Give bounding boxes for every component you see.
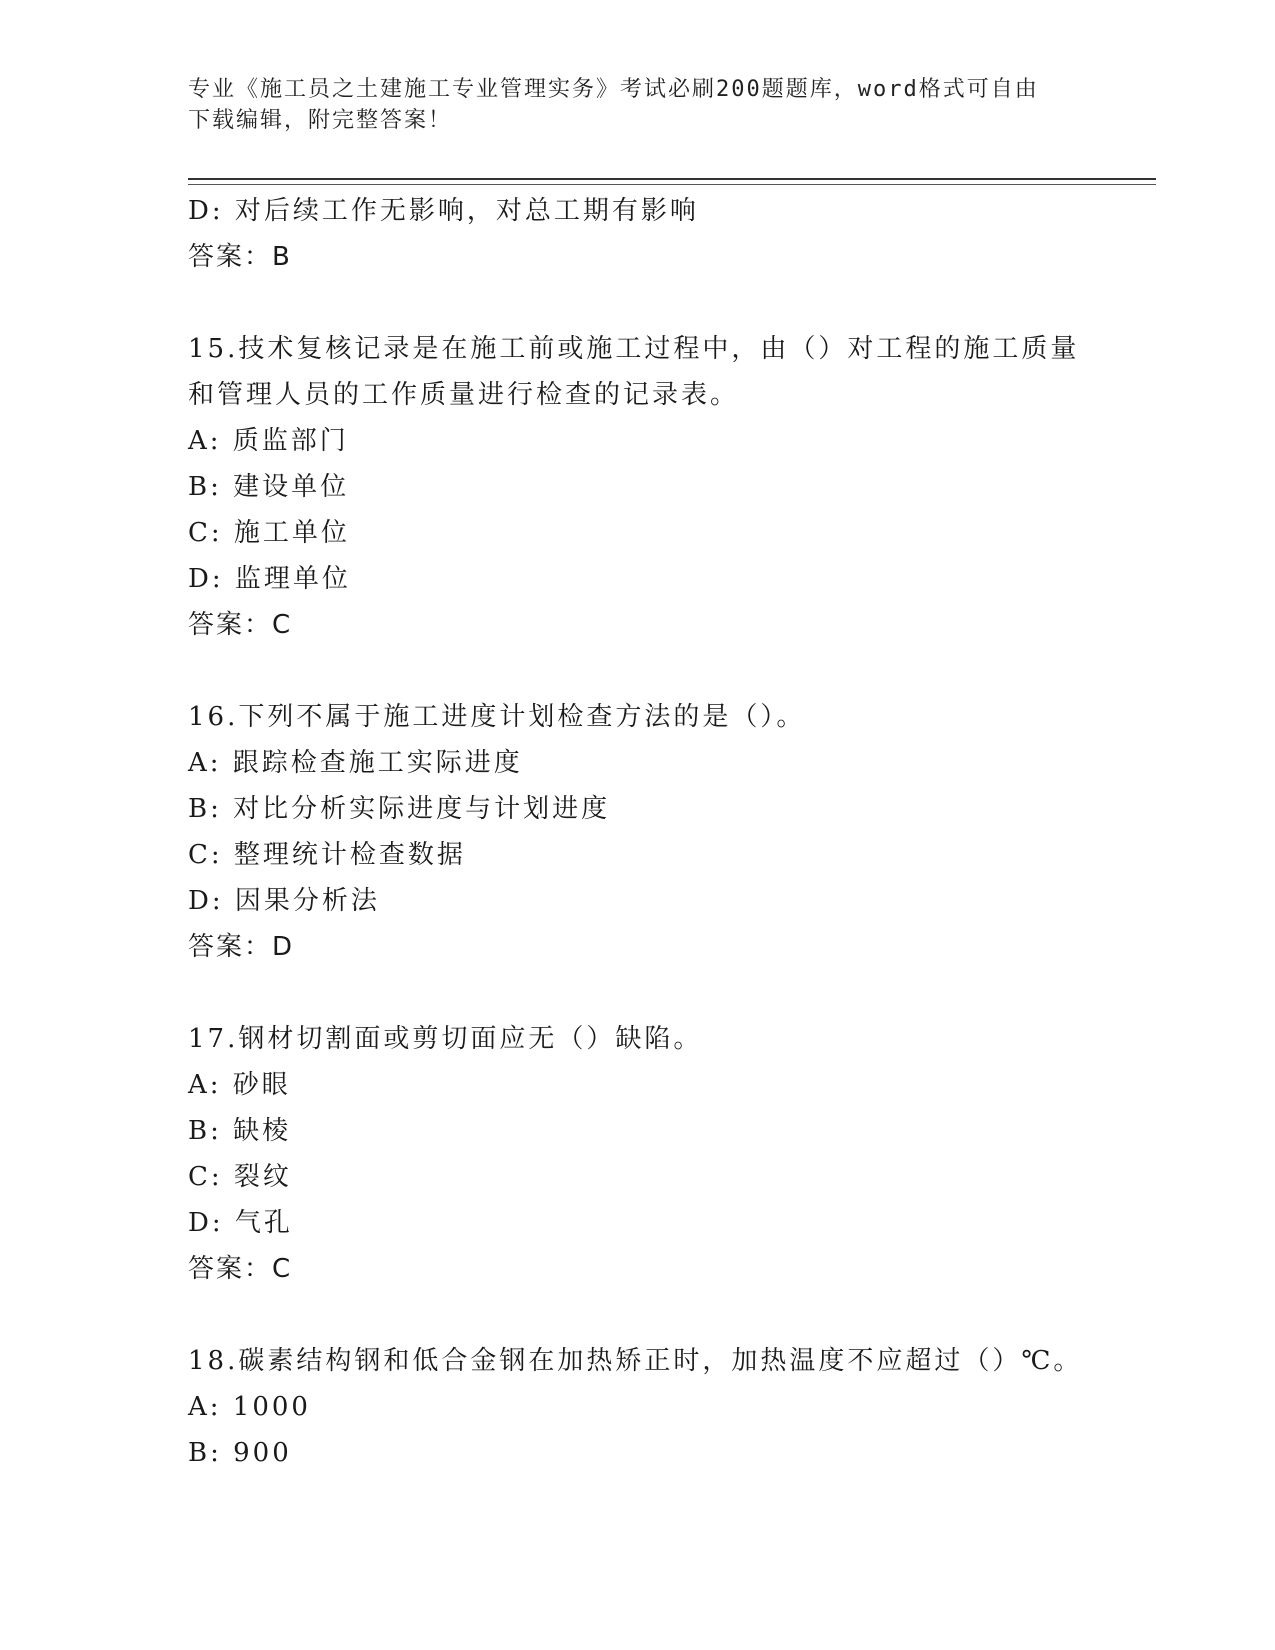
- option-a: A: 质监部门: [188, 426, 349, 456]
- question-18: [188, 1338, 1088, 1476]
- question-stem-line-1: 16.下列不属于施工进度计划检查方法的是（）。: [188, 702, 806, 732]
- header-divider-thin: [188, 184, 1156, 185]
- spacer: [188, 1292, 1088, 1338]
- option-b: B: 建设单位: [188, 472, 350, 502]
- option-d: D: 对后续工作无影响，对总工期有影响: [188, 196, 699, 226]
- option-b: B: 对比分析实际进度与计划进度: [188, 794, 611, 824]
- header-line-2: 下载编辑，附完整答案！: [188, 108, 453, 133]
- header-line-1: 专业《施工员之土建施工专业管理实务》考试必刷200题题库，word格式可自由: [188, 77, 1039, 102]
- spacer: [188, 280, 1088, 326]
- option-c: C: 裂纹: [188, 1162, 292, 1192]
- spacer: [188, 648, 1088, 694]
- previous-question-tail: [188, 188, 1088, 280]
- answer-line: 答案：C: [188, 1254, 293, 1284]
- spacer: [188, 970, 1088, 1016]
- answer-line: 答案：C: [188, 610, 293, 640]
- answer-line: 答案：D: [188, 932, 295, 962]
- option-c: C: 整理统计检查数据: [188, 840, 466, 870]
- option-d: D: 气孔: [188, 1208, 293, 1238]
- question-list: [188, 188, 1088, 1476]
- question-15: [188, 326, 1088, 648]
- header-divider-thick: [188, 178, 1156, 180]
- question-17: [188, 1016, 1088, 1292]
- option-a: A: 1000: [188, 1392, 311, 1422]
- option-b: B: 900: [188, 1438, 292, 1468]
- option-a: A: 砂眼: [188, 1070, 291, 1100]
- option-d: D: 监理单位: [188, 564, 351, 594]
- question-stem-line-2: 和管理人员的工作质量进行检查的记录表。: [188, 380, 740, 410]
- question-16: [188, 694, 1088, 970]
- page-header: [188, 74, 1088, 136]
- option-a: A: 跟踪检查施工实际进度: [188, 748, 523, 778]
- question-stem-line-1: 15.技术复核记录是在施工前或施工过程中，由（）对工程的施工质量: [188, 334, 1080, 364]
- option-d: D: 因果分析法: [188, 886, 380, 916]
- question-stem-line-1: 18.碳素结构钢和低合金钢在加热矫正时，加热温度不应超过（）℃。: [188, 1346, 1083, 1376]
- answer-line: 答案：B: [188, 242, 292, 272]
- question-stem-line-1: 17.钢材切割面或剪切面应无（）缺陷。: [188, 1024, 703, 1054]
- option-b: B: 缺棱: [188, 1116, 292, 1146]
- option-c: C: 施工单位: [188, 518, 350, 548]
